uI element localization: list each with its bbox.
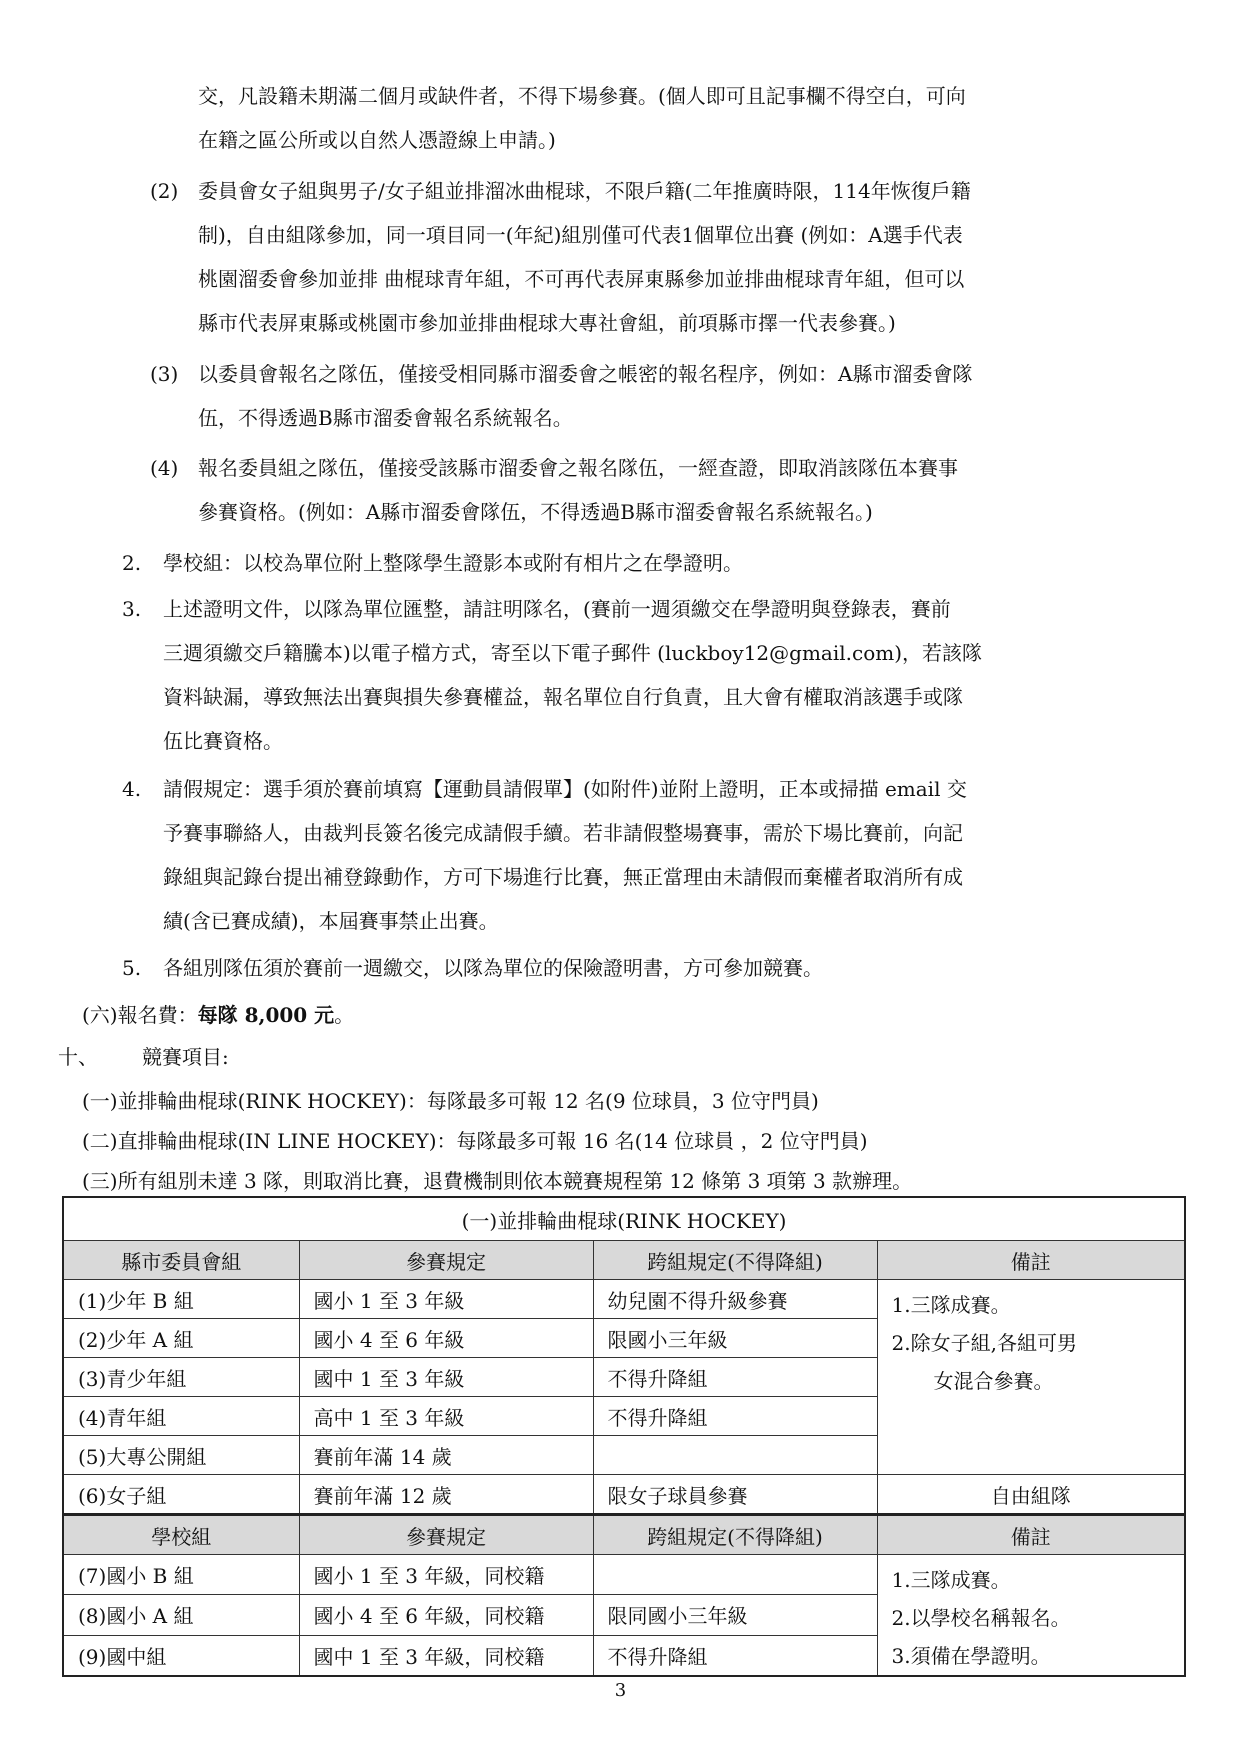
table-cell: 國小 1 至 3 年級	[299, 1280, 593, 1319]
table-cell	[593, 1555, 877, 1595]
text-line: (三)所有組別未達 3 隊，則取消比賽，退費機制則依本競賽規程第 12 條第 3 項第 3 款辦理。	[82, 1169, 913, 1193]
text-line: 錄組與記錄台提出補登錄動作，方可下場進行比賽，無正當理由未請假而棄權者取消所有成	[163, 865, 963, 889]
table-cell: 國中 1 至 3 年級	[299, 1358, 593, 1397]
section-number: 十、	[58, 1045, 98, 1069]
table-cell: (1)少年 B 組	[63, 1280, 299, 1319]
table-cell: 賽前年滿 12 歲	[299, 1475, 593, 1515]
column-header: 備註	[877, 1241, 1185, 1280]
text-line: 在籍之區公所或以自然人憑證線上申請。)	[198, 128, 556, 152]
fee-label: (六)報名費：	[82, 1003, 198, 1027]
text-line: 資料缺漏，導致無法出賽與損失參賽權益，報名單位自行負責，且大會有權取消該選手或隊	[163, 685, 963, 709]
text-line: 交，凡設籍未期滿二個月或缺件者，不得下場參賽。(個人即可且記事欄不得空白，可向	[198, 84, 966, 108]
text-line: 以委員會報名之隊伍，僅接受相同縣市溜委會之帳密的報名程序，例如：A縣市溜委會隊	[198, 362, 973, 386]
text-line: 各組別隊伍須於賽前一週繳交，以隊為單位的保險證明書，方可參加競賽。	[163, 956, 823, 980]
table-row	[63, 1475, 1185, 1515]
text-line: 上述證明文件，以隊為單位匯整，請註明隊名，(賽前一週須繳交在學證明與登錄表，賽前	[163, 597, 951, 621]
table-cell: (3)青少年組	[63, 1358, 299, 1397]
table-cell: 幼兒園不得升級參賽	[593, 1280, 877, 1319]
table-cell: (9)國中組	[63, 1635, 299, 1676]
note-line: 1.三隊成賽。	[891, 1568, 1011, 1592]
table-cell: (4)青年組	[63, 1397, 299, 1436]
item-number: 2.	[122, 551, 142, 575]
table-cell: 不得升降組	[593, 1635, 877, 1676]
note-line: 2.以學校名稱報名。	[891, 1606, 1071, 1630]
item-number: 3.	[122, 597, 142, 621]
fee-line	[82, 1000, 354, 1030]
table-cell	[593, 1436, 877, 1475]
item-number: 5.	[122, 956, 142, 980]
table-cell: (8)國小 A 組	[63, 1595, 299, 1635]
text-line: 參賽資格。(例如：A縣市溜委會隊伍，不得透過B縣市溜委會報名系統報名。)	[198, 500, 873, 524]
table-cell: (5)大專公開組	[63, 1436, 299, 1475]
column-header: 參賽規定	[299, 1515, 593, 1555]
text-line: 予賽事聯絡人，由裁判長簽名後完成請假手續。若非請假整場賽事，需於下場比賽前，向記	[163, 821, 963, 845]
text-line: (一)並排輪曲棍球(RINK HOCKEY)：每隊最多可報 12 名(9 位球員，3 位守門員)	[82, 1089, 819, 1113]
note-line: 1.三隊成賽。	[891, 1293, 1011, 1317]
fee-value: 每隊 8,000 元	[197, 1003, 335, 1027]
column-header: 學校組	[63, 1515, 299, 1555]
column-header: 跨組規定(不得降組)	[593, 1515, 877, 1555]
table-cell: 不得升降組	[593, 1358, 877, 1397]
competition-table	[62, 1196, 1186, 1677]
text-line: 三週須繳交戶籍騰本)以電子檔方式，寄至以下電子郵件 (luckboy12@gmail.com)，若該隊	[163, 641, 983, 665]
text-line: 報名委員組之隊伍，僅接受該縣市溜委會之報名隊伍，一經查證，即取消該隊伍本賽事	[198, 456, 958, 480]
text-line: 伍，不得透過B縣市溜委會報名系統報名。	[198, 406, 573, 430]
note-line: 3.須備在學證明。	[891, 1644, 1051, 1668]
text-line: 桃園溜委會參加並排 曲棍球青年組，不可再代表屏東縣參加並排曲棍球青年組，但可以	[198, 267, 965, 291]
column-header: 參賽規定	[299, 1241, 593, 1280]
page-number: 3	[614, 1680, 627, 1701]
item-number: (4)	[150, 456, 179, 480]
table-cell: 高中 1 至 3 年級	[299, 1397, 593, 1436]
table-cell: 國小 4 至 6 年級	[299, 1319, 593, 1358]
notes-cell	[877, 1280, 1185, 1475]
item-number: (2)	[150, 179, 179, 203]
table-cell: 不得升降組	[593, 1397, 877, 1436]
table-cell: 國中 1 至 3 年級，同校籍	[299, 1635, 593, 1676]
text-line: (二)直排輪曲棍球(IN LINE HOCKEY)：每隊最多可報 16 名(14 位球員 ，2 位守門員)	[82, 1129, 868, 1153]
text-line: 縣市代表屏東縣或桃園市參加並排曲棍球大專社會組，前項縣市擇一代表參賽。)	[198, 311, 896, 335]
table-row	[63, 1280, 1185, 1319]
text-line: 績(含已賽成績)，本屆賽事禁止出賽。	[163, 909, 499, 933]
table-cell: (7)國小 B 組	[63, 1555, 299, 1595]
notes-cell	[877, 1555, 1185, 1677]
table-cell: 賽前年滿 14 歲	[299, 1436, 593, 1475]
table-cell: 國小 1 至 3 年級，同校籍	[299, 1555, 593, 1595]
table-cell: (6)女子組	[63, 1475, 299, 1515]
fee-end: 。	[334, 1003, 355, 1027]
text-line: 制)，自由組隊參加，同一項目同一(年紀)組別僅可代表1個單位出賽 (例如：A選手代表	[198, 223, 963, 247]
item-number: (3)	[150, 362, 179, 386]
table-cell: 自由組隊	[877, 1475, 1185, 1515]
text-line: 學校組：以校為單位附上整隊學生證影本或附有相片之在學證明。	[163, 551, 743, 575]
text-line: 委員會女子組與男子/女子組並排溜冰曲棍球，不限戶籍(二年推廣時限，114年恢復戶籍	[198, 179, 971, 203]
table-cell: 限同國小三年級	[593, 1595, 877, 1635]
table-cell: 限國小三年級	[593, 1319, 877, 1358]
section-title: 競賽項目:	[142, 1045, 229, 1069]
item-number: 4.	[122, 777, 142, 801]
table-cell: 限女子球員參賽	[593, 1475, 877, 1515]
note-line: 女混合參賽。	[933, 1369, 1054, 1393]
text-line: 伍比賽資格。	[163, 729, 283, 753]
table-row	[63, 1555, 1185, 1595]
column-header: 備註	[877, 1515, 1185, 1555]
table-cell: 國小 4 至 6 年級，同校籍	[299, 1595, 593, 1635]
table-title: (一)並排輪曲棍球(RINK HOCKEY)	[63, 1197, 1185, 1241]
column-header: 縣市委員會組	[63, 1241, 299, 1280]
table-cell: (2)少年 A 組	[63, 1319, 299, 1358]
column-header: 跨組規定(不得降組)	[593, 1241, 877, 1280]
note-line: 2.除女子組,各組可男	[891, 1331, 1077, 1355]
text-line: 請假規定：選手須於賽前填寫【運動員請假單】(如附件)並附上證明，正本或掃描 email 交	[163, 777, 967, 801]
